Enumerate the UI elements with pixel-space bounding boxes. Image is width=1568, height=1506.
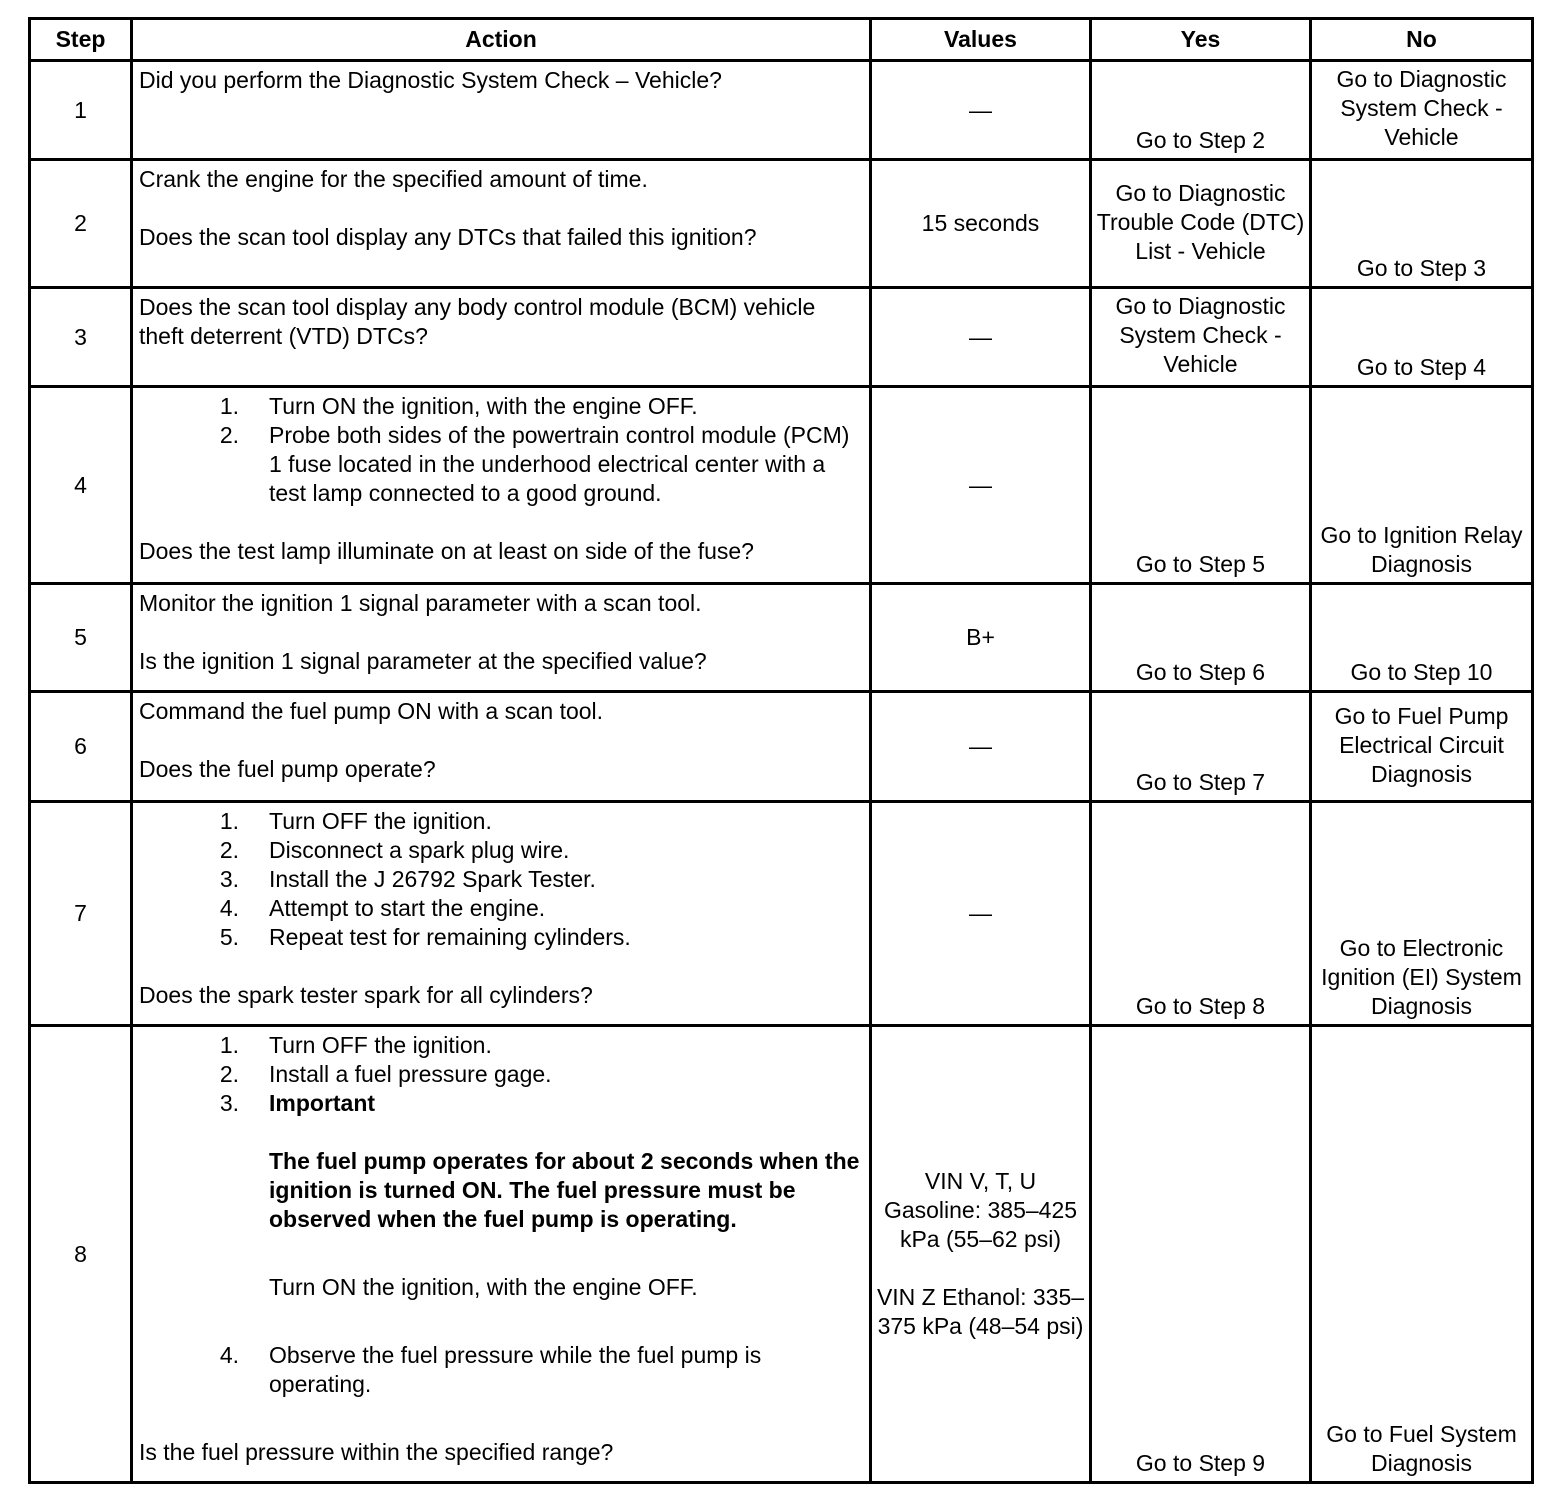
- list-item: 2. Install a fuel pressure gage.: [219, 1061, 552, 1087]
- diagnostic-table-page: [28, 17, 1531, 1484]
- value-cell: B+: [871, 584, 1091, 692]
- action-cell: [132, 288, 871, 387]
- no-cell: Go to Diagnostic System Check - Vehicle: [1311, 61, 1533, 160]
- action-cell: [132, 1026, 871, 1483]
- value-cell: —: [871, 692, 1091, 802]
- list-item: 4. Attempt to start the engine.: [219, 895, 546, 921]
- no-cell: Go to Fuel Pump Electrical Circuit Diagnosis: [1311, 692, 1533, 802]
- yes-cell: Go to Step 9: [1091, 1026, 1311, 1483]
- action-text: Monitor the ignition 1 signal parameter with a scan tool.: [139, 590, 702, 616]
- step-number: 8: [30, 1026, 132, 1483]
- step-number: 5: [30, 584, 132, 692]
- action-cell: [132, 802, 871, 1026]
- yes-cell: Go to Step 7: [1091, 692, 1311, 802]
- header-values: Values: [871, 19, 1091, 61]
- yes-cell: Go to Step 2: [1091, 61, 1311, 160]
- action-question: Does the spark tester spark for all cylinders?: [139, 982, 593, 1008]
- action-question: Does the test lamp illuminate on at least on side of the fuse?: [139, 538, 754, 564]
- step-number: 2: [30, 160, 132, 288]
- value-gasoline: VIN V, T, U Gasoline: 385–425 kPa (55–62 psi): [883, 1168, 1078, 1252]
- action-cell: [132, 584, 871, 692]
- action-cell: [132, 387, 871, 584]
- value-ethanol: VIN Z Ethanol: 335–375 kPa (48–54 psi): [876, 1284, 1085, 1339]
- action-steps: [139, 1341, 863, 1399]
- no-cell: Go to Ignition Relay Diagnosis: [1311, 387, 1533, 584]
- header-yes: Yes: [1091, 19, 1311, 61]
- action-question: Does the scan tool display any body control module (BCM) vehicle theft deterrent (VTD) DTCs?: [139, 294, 816, 349]
- table-row: [30, 1026, 1533, 1483]
- table-row: [30, 160, 1533, 288]
- value-cell: —: [871, 61, 1091, 160]
- step-number: 7: [30, 802, 132, 1026]
- action-cell: [132, 61, 871, 160]
- header-row: [30, 19, 1533, 61]
- list-item: 1. Turn OFF the ignition.: [219, 1032, 492, 1058]
- action-steps: [139, 807, 863, 952]
- action-steps: [139, 1031, 863, 1118]
- table-row: [30, 61, 1533, 160]
- yes-cell: Go to Step 5: [1091, 387, 1311, 584]
- yes-cell: Go to Step 6: [1091, 584, 1311, 692]
- action-question: Does the fuel pump operate?: [139, 756, 436, 782]
- step-number: 3: [30, 288, 132, 387]
- step-number: 1: [30, 61, 132, 160]
- no-cell: Go to Fuel System Diagnosis: [1311, 1026, 1533, 1483]
- action-cell: [132, 160, 871, 288]
- value-cell: —: [871, 288, 1091, 387]
- yes-cell: Go to Diagnostic Trouble Code (DTC) List - Vehicle: [1091, 160, 1311, 288]
- value-cell: [871, 1026, 1091, 1483]
- list-item: 2. Probe both sides of the powertrain control module (PCM) 1 fuse located in the underhood electrical center with a test lamp connected to a good ground.: [219, 422, 850, 506]
- action-cell: [132, 692, 871, 802]
- step-number: 6: [30, 692, 132, 802]
- no-cell: Go to Step 3: [1311, 160, 1533, 288]
- list-item: 4. Observe the fuel pressure while the fuel pump is operating.: [219, 1342, 762, 1397]
- diagnostic-table: [28, 17, 1534, 1484]
- action-question: Is the ignition 1 signal parameter at the specified value?: [139, 648, 707, 674]
- list-item: 3. Important: [219, 1090, 376, 1116]
- action-question: Does the scan tool display any DTCs that failed this ignition?: [139, 224, 757, 250]
- value-cell: —: [871, 802, 1091, 1026]
- header-action: Action: [132, 19, 871, 61]
- list-item: 5. Repeat test for remaining cylinders.: [219, 924, 631, 950]
- step-number: 4: [30, 387, 132, 584]
- no-cell: Go to Step 10: [1311, 584, 1533, 692]
- header-step: Step: [30, 19, 132, 61]
- important-note: The fuel pump operates for about 2 seconds when the ignition is turned ON. The fuel pressure must be observed when the fuel pump is operating.: [269, 1148, 860, 1232]
- yes-cell: Go to Diagnostic System Check - Vehicle: [1091, 288, 1311, 387]
- list-item: 1. Turn OFF the ignition.: [219, 808, 492, 834]
- table-row: [30, 387, 1533, 584]
- table-row: [30, 802, 1533, 1026]
- list-item: 1. Turn ON the ignition, with the engine OFF.: [219, 393, 698, 419]
- table-row: [30, 584, 1533, 692]
- action-text: Crank the engine for the specified amount of time.: [139, 166, 648, 192]
- list-item: 3. Install the J 26792 Spark Tester.: [219, 866, 596, 892]
- header-no: No: [1311, 19, 1533, 61]
- value-cell: 15 seconds: [871, 160, 1091, 288]
- sub-step-text: Turn ON the ignition, with the engine OFF.: [269, 1274, 698, 1300]
- no-cell: Go to Electronic Ignition (EI) System Diagnosis: [1311, 802, 1533, 1026]
- list-item: 2. Disconnect a spark plug wire.: [219, 837, 570, 863]
- table-row: [30, 692, 1533, 802]
- table-row: [30, 288, 1533, 387]
- action-question: Did you perform the Diagnostic System Check – Vehicle?: [139, 67, 722, 93]
- value-cell: —: [871, 387, 1091, 584]
- yes-cell: Go to Step 8: [1091, 802, 1311, 1026]
- no-cell: Go to Step 4: [1311, 288, 1533, 387]
- action-steps: [139, 392, 863, 508]
- action-text: Command the fuel pump ON with a scan tool.: [139, 698, 604, 724]
- action-question: Is the fuel pressure within the specified range?: [139, 1439, 614, 1465]
